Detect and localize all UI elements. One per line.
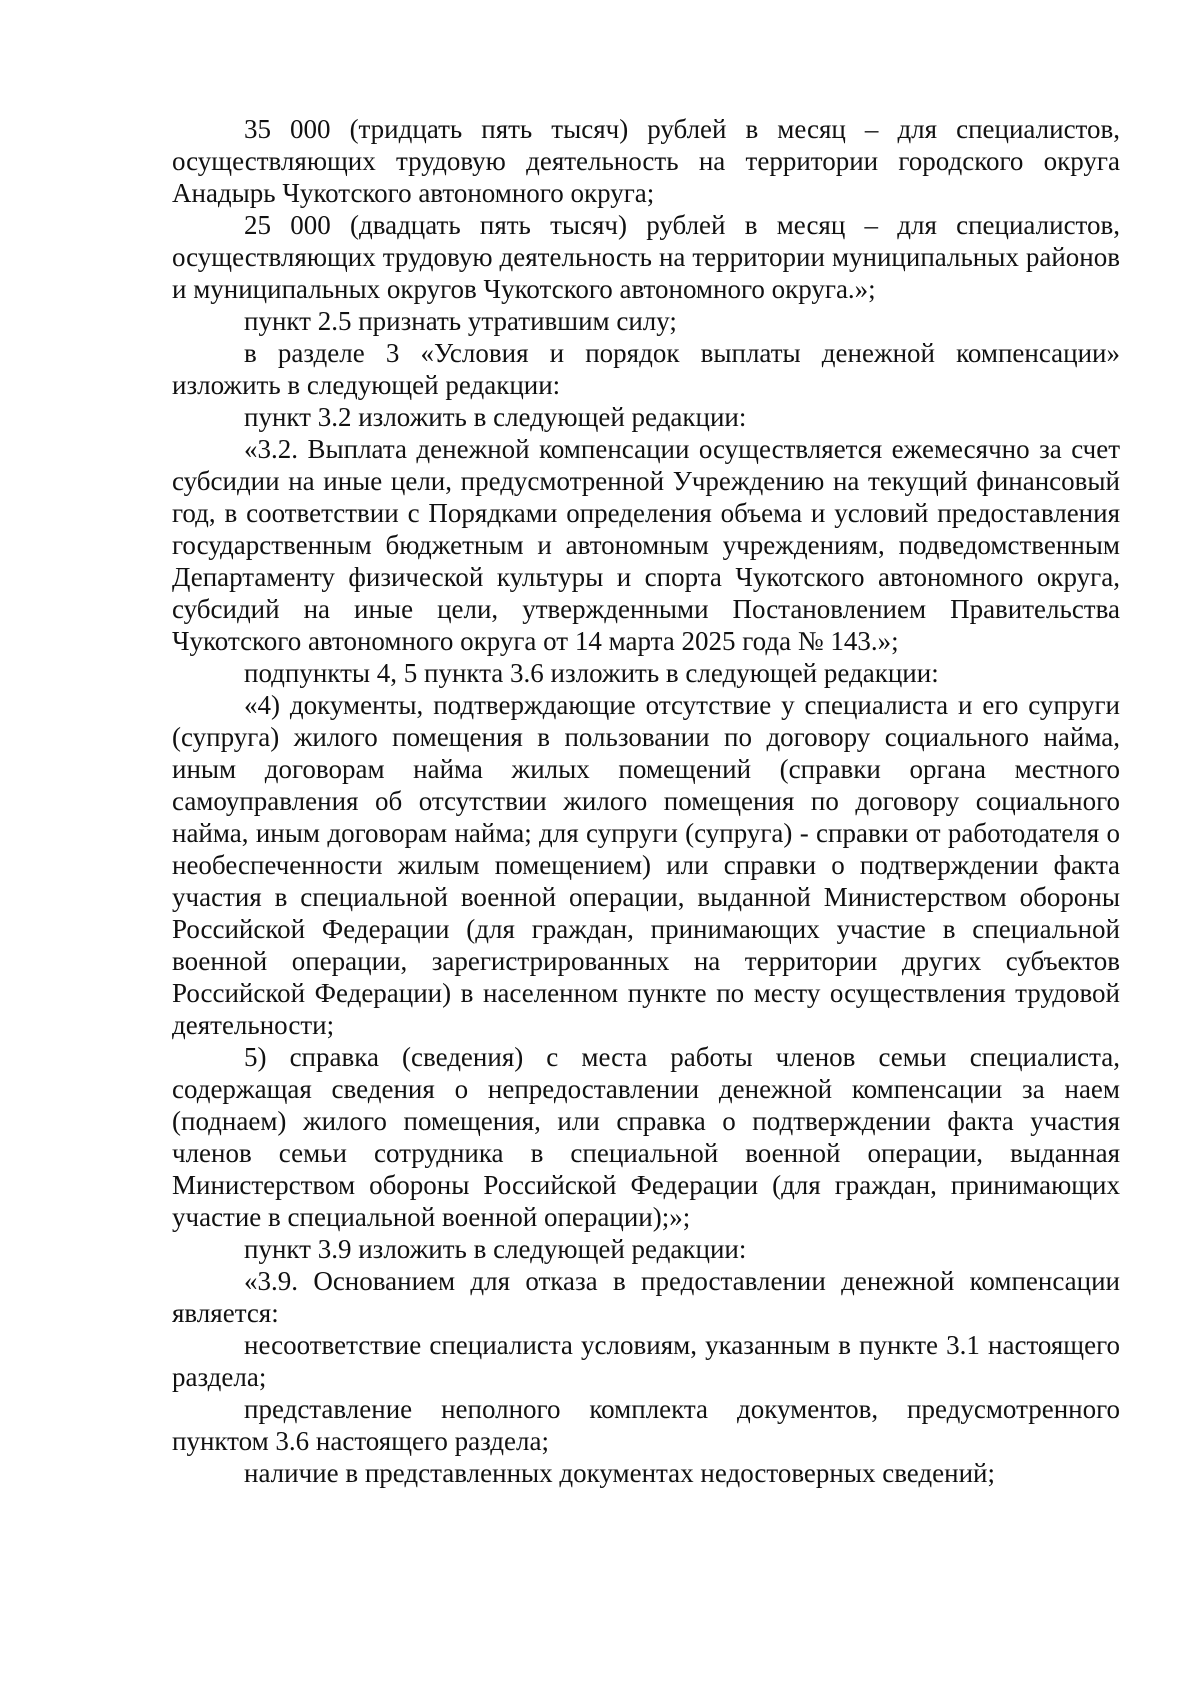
- paragraph-rate-anadyr: 35 000 (тридцать пять тысяч) рублей в месяц – для специалистов, осуществляющих трудовую деятельность на территории городского округа Анадырь Чукотского автономного округа;: [172, 114, 1120, 208]
- paragraph-subitem-4: «4) документы, подтверждающие отсутствие у специалиста и его супруги (супруга) жилого помещения в пользовании по договору социального найма, иным договорам найма жилых помещений (справки органа местного самоуправления об отсутствии жилого помещения по договору социального найма, иным договорам найма; для супруги (супруга) - справки от работодателя о необеспеченности жилым помещением) или справки о подтверждении факта участия в специальной военной операции, выданной Министерством обороны Российской Федерации (для граждан, принимающих участие в специальной военной операции, зарегистрированных на территории других субъектов Российской Федерации) в населенном пункте по месту осуществления трудовой деятельности;: [172, 690, 1120, 1040]
- paragraph-item-3-9-intro: пункт 3.9 изложить в следующей редакции:: [244, 1234, 747, 1264]
- paragraph-section-3-intro: в разделе 3 «Условия и порядок выплаты денежной компенсации» изложить в следующей редакции:: [172, 338, 1120, 400]
- paragraph-subitems-intro: подпункты 4, 5 пункта 3.6 изложить в следующей редакции:: [244, 658, 939, 688]
- paragraph-refusal-ground-3: наличие в представленных документах недостоверных сведений;: [244, 1458, 996, 1488]
- paragraph-rate-districts: 25 000 (двадцать пять тысяч) рублей в месяц – для специалистов, осуществляющих трудовую деятельность на территории муниципальных районов и муниципальных округов Чукотского автономного округа.»;: [172, 210, 1120, 304]
- paragraph-item-3-9-text: «3.9. Основанием для отказа в предоставлении денежной компенсации является:: [172, 1266, 1120, 1328]
- document-body: [172, 113, 1120, 1489]
- paragraph-item-3-2-intro: пункт 3.2 изложить в следующей редакции:: [244, 402, 747, 432]
- paragraph-item-3-2-text: «3.2. Выплата денежной компенсации осуществляется ежемесячно за счет субсидии на иные цели, предусмотренной Учреждению на текущий финансовый год, в соответствии с Порядками определения объема и условий предоставления государственным бюджетным и автономным учреждениям, подведомственным Департаменту физической культуры и спорта Чукотского автономного округа, субсидий на иные цели, утвержденными Постановлением Правительства Чукотского автономного округа от 14 марта 2025 года № 143.»;: [172, 434, 1120, 656]
- paragraph-item-2-5: пункт 2.5 признать утратившим силу;: [244, 306, 677, 336]
- paragraph-subitem-5: 5) справка (сведения) с места работы членов семьи специалиста, содержащая сведения о непредоставлении денежной компенсации за наем (поднаем) жилого помещения, или справка о подтверждении факта участия членов семьи сотрудника в специальной военной операции, выданная Министерством обороны Российской Федерации (для граждан, принимающих участие в специальной военной операции);»;: [172, 1042, 1120, 1232]
- paragraph-refusal-ground-2: представление неполного комплекта документов, предусмотренного пунктом 3.6 настоящего раздела;: [172, 1394, 1120, 1456]
- paragraph-refusal-ground-1: несоответствие специалиста условиям, указанным в пункте 3.1 настоящего раздела;: [172, 1330, 1120, 1392]
